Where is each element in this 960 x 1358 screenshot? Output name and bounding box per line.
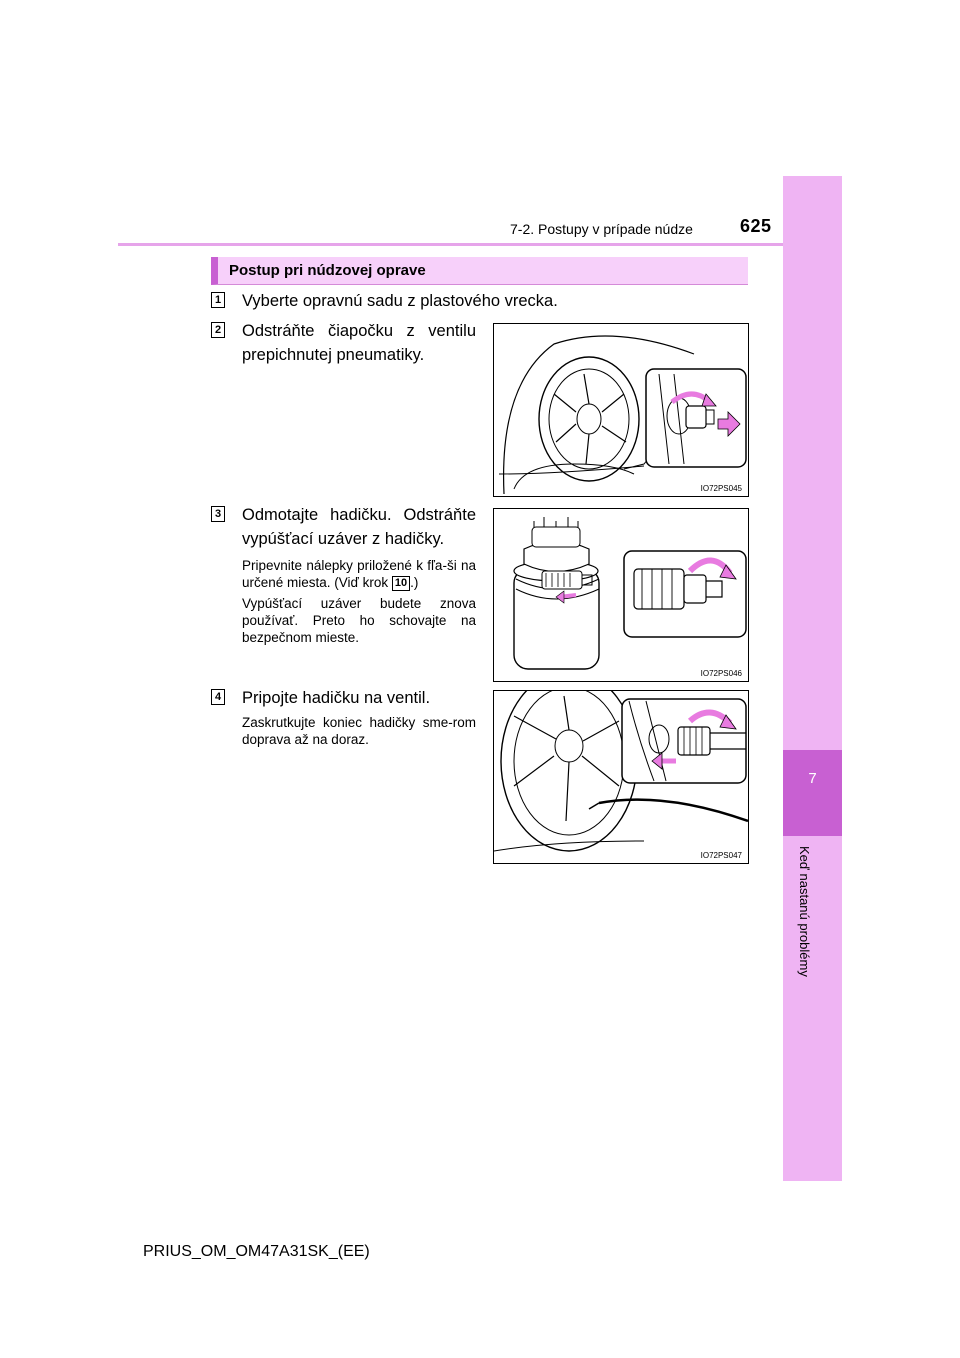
chapter-side-tab-active bbox=[783, 750, 842, 836]
chapter-side-tab bbox=[783, 176, 842, 1181]
figure-remove-valve-cap bbox=[493, 323, 749, 497]
step-1-text: Vyberte opravnú sadu z plastového vrecka. bbox=[242, 292, 558, 310]
step-4-note-1: Zaskrutkujte koniec hadičky sme-rom doprava až na doraz. bbox=[242, 715, 476, 747]
step-3-note-2: Vypúšťací uzáver budete znova používať. Preto ho schovajte na bezpečnom mieste. bbox=[242, 596, 476, 645]
figure-id: IO72PS046 bbox=[700, 669, 742, 678]
step-4-text: Pripojte hadičku na ventil. bbox=[242, 689, 431, 707]
step-3-note-1-text: Pripevnite nálepky priložené k fľa-ši na určené miesta. (Viď krok bbox=[242, 558, 476, 590]
step-2-badge: 2 bbox=[211, 322, 225, 338]
step-3-note-1-end: .) bbox=[410, 575, 419, 590]
step-3-badge: 3 bbox=[211, 506, 225, 522]
step-2-text: Odstráňte čiapočku z ventilu prepichnutej pneumatiky. bbox=[242, 322, 476, 364]
header-rule bbox=[118, 243, 783, 246]
step-3-note-1 bbox=[242, 557, 476, 591]
figure-id: IO72PS047 bbox=[700, 851, 742, 860]
chapter-tab-label: Keď nastanú problémy bbox=[797, 846, 812, 977]
step-4-badge: 4 bbox=[211, 689, 225, 705]
footer-document-code: PRIUS_OM_OM47A31SK_(EE) bbox=[143, 1243, 370, 1260]
figure-connect-hose bbox=[493, 690, 749, 864]
figure-unwind-hose bbox=[493, 508, 749, 682]
chapter-tab-number: 7 bbox=[808, 770, 817, 787]
page-number: 625 bbox=[740, 216, 772, 236]
hose-bottle-illustration bbox=[494, 509, 748, 681]
chapter-title: 7-2. Postupy v prípade núdze bbox=[510, 221, 693, 237]
step-1-badge: 1 bbox=[211, 292, 225, 308]
section-title: Postup pri núdzovej oprave bbox=[229, 262, 426, 279]
connect-hose-illustration bbox=[494, 691, 748, 863]
step-reference-box[interactable]: 10 bbox=[392, 576, 410, 591]
valve-cap-illustration bbox=[494, 324, 748, 496]
step-3-text: Odmotajte hadičku. Odstráňte vypúšťací uzáver z hadičky. bbox=[242, 506, 476, 548]
figure-id: IO72PS045 bbox=[700, 484, 742, 493]
section-heading bbox=[211, 257, 748, 285]
